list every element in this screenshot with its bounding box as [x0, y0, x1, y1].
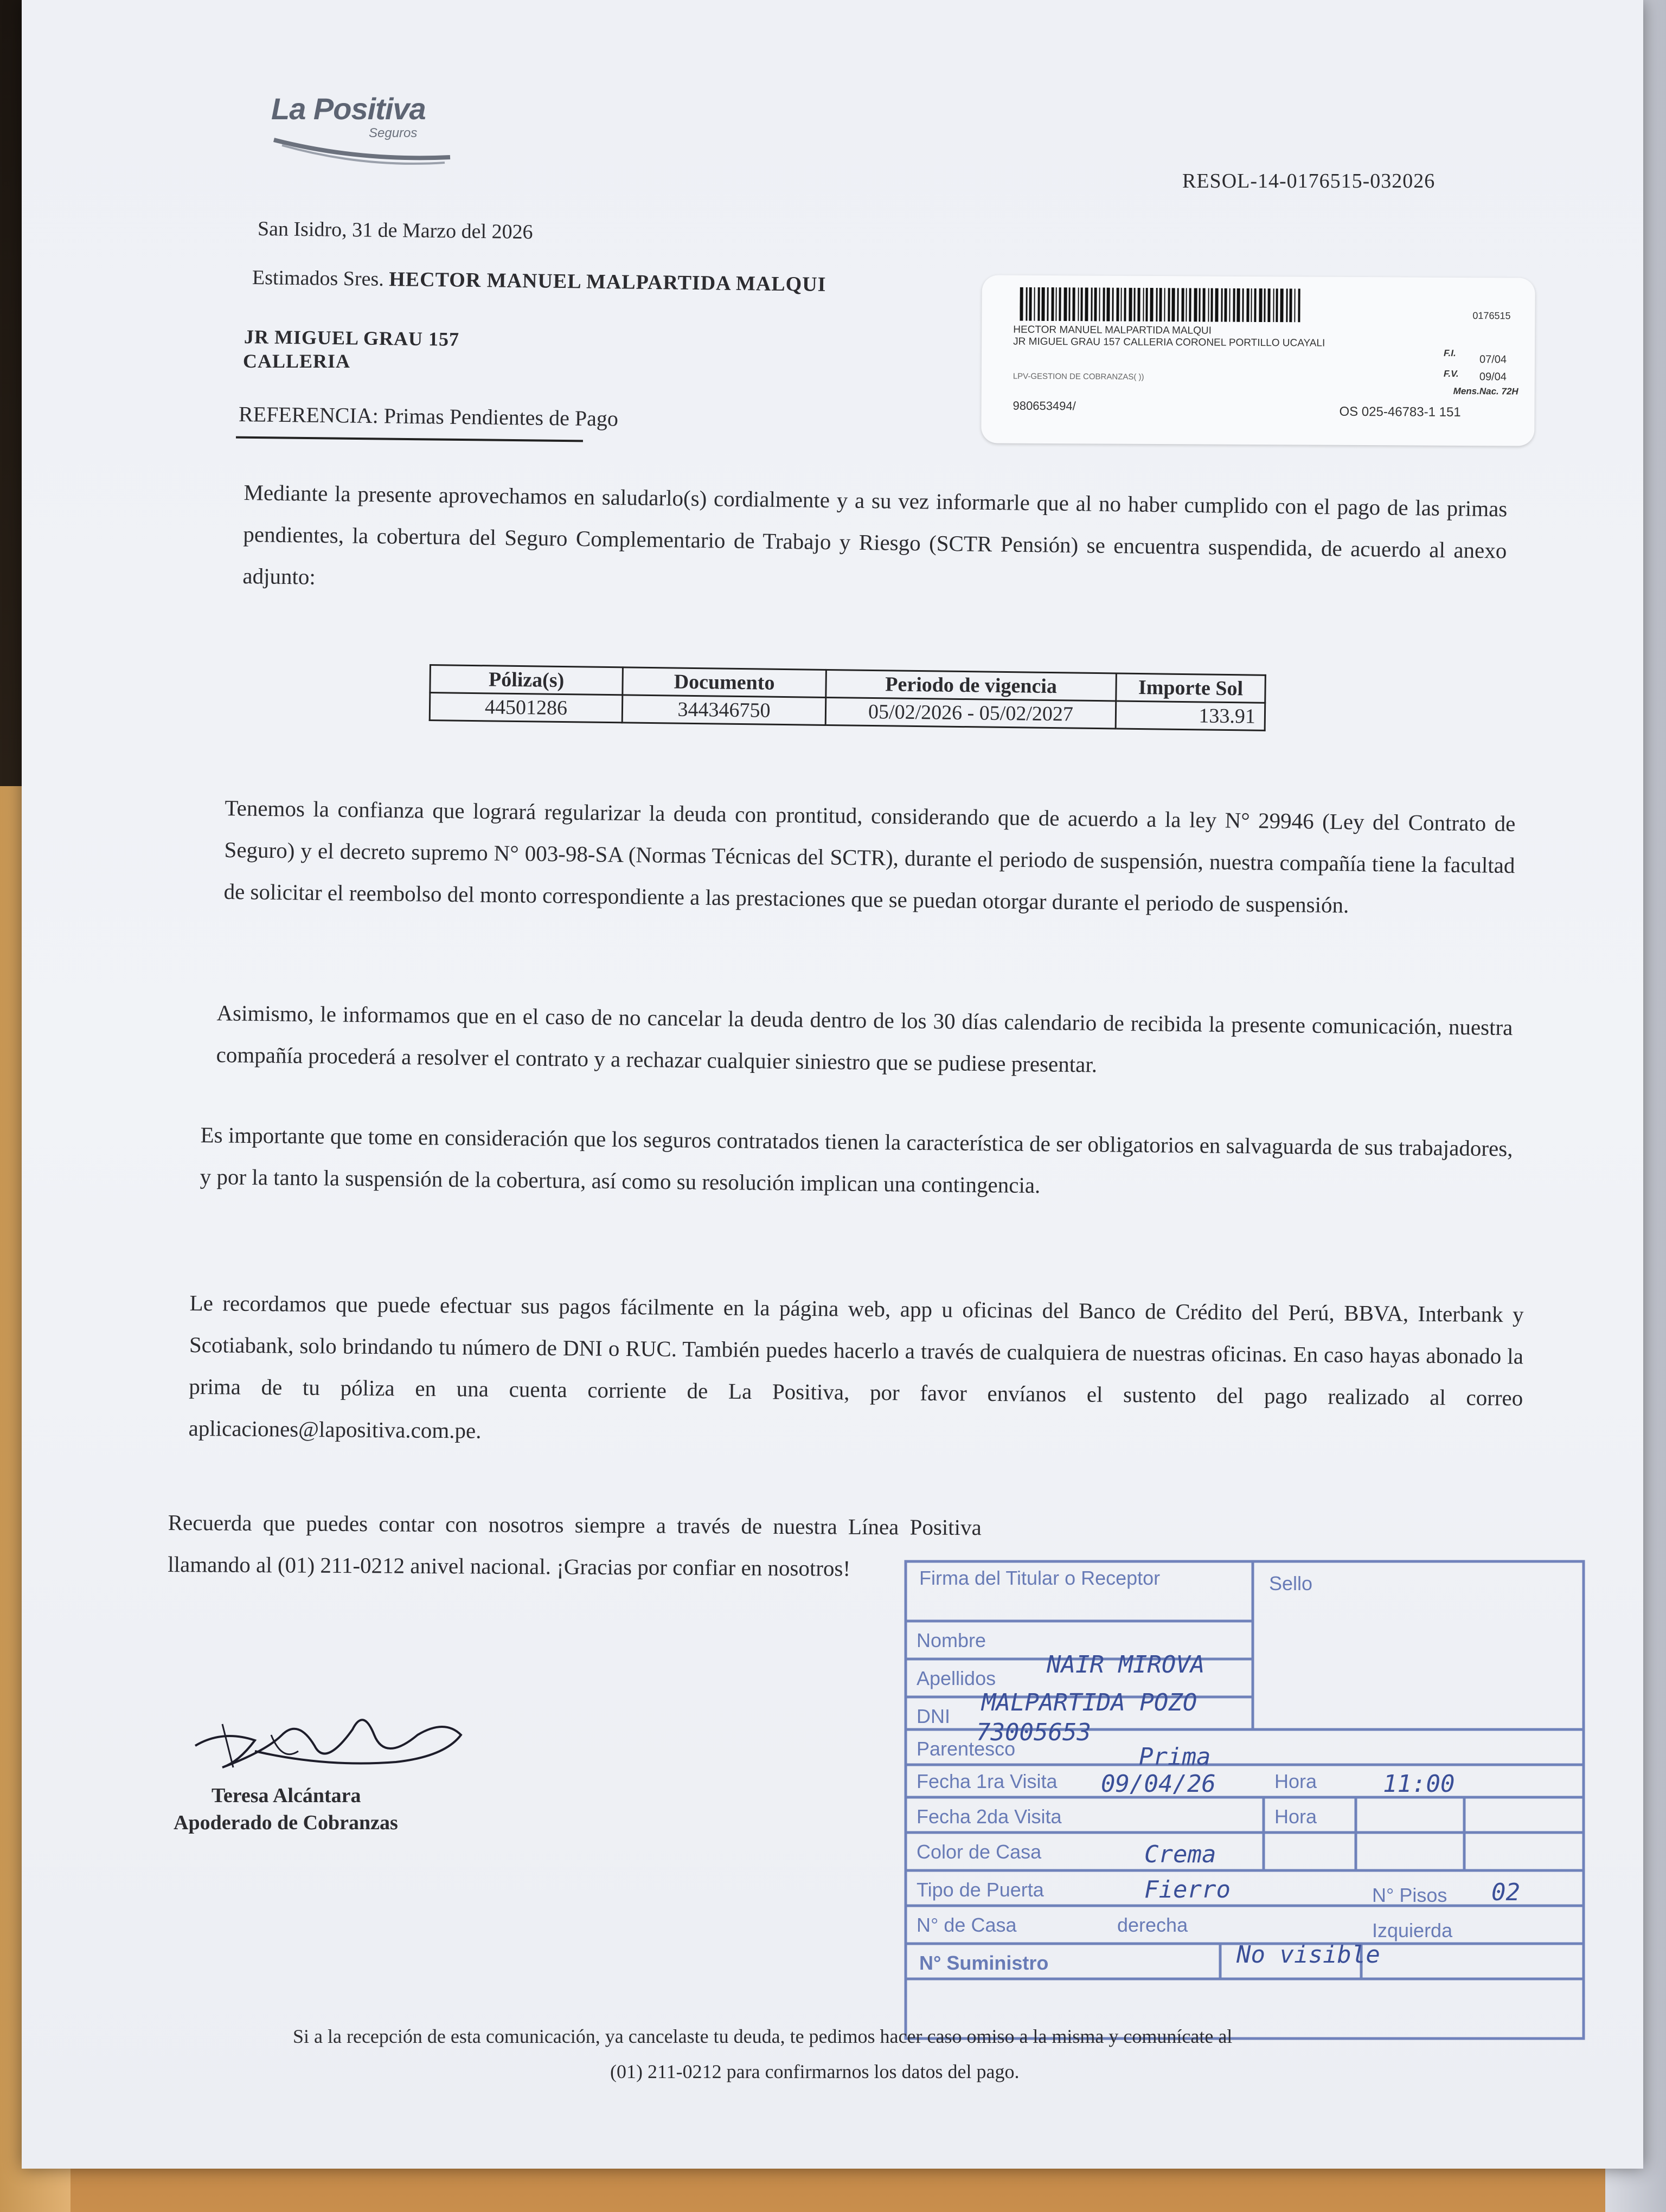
stamp-hora1-value: 11:00 — [1383, 1770, 1455, 1798]
stamp-apellidos-label: Apellidos — [917, 1667, 996, 1689]
stamp-dni-value: 73005653 — [976, 1719, 1091, 1746]
label-gestion: LPV-GESTION DE COBRANZAS( )) — [1013, 371, 1144, 382]
logo-sub: Seguros — [369, 126, 418, 140]
stamp-hora1-label: Hora — [1274, 1770, 1317, 1792]
footer-line-2: (01) 211-0212 para confirmarnos los datos del pago. — [610, 2061, 1020, 2082]
stamp-izquierda-label: Izquierda — [1372, 1919, 1453, 1941]
stamp-fecha1-label: Fecha 1ra Visita — [917, 1770, 1058, 1792]
stamp-derecha-label: derecha — [1117, 1914, 1188, 1936]
header-poliza: Póliza(s) — [430, 665, 623, 695]
stamp-parentesco-value: Prima — [1139, 1743, 1211, 1771]
signer-name: Teresa Alcántara — [212, 1784, 361, 1807]
stamp-puerta-label: Tipo de Puerta — [917, 1879, 1044, 1901]
label-address: JR MIGUEL GRAU 157 CALLERIA CORONEL PORTILLO UCAYALI — [1013, 336, 1325, 349]
address-line-2: CALLERIA — [243, 350, 351, 372]
mailing-label — [981, 275, 1535, 446]
barcode-icon — [1020, 287, 1302, 323]
signer-title: Apoderado de Cobranzas — [174, 1811, 398, 1834]
stamp-color-label: Color de Casa — [917, 1841, 1042, 1863]
stamp-sello-label: Sello — [1269, 1572, 1313, 1594]
stamp-dni-label: DNI — [917, 1705, 950, 1727]
greeting — [252, 266, 826, 297]
label-fi-value: 07/04 — [1479, 353, 1507, 366]
logo-swoosh-icon — [271, 129, 456, 167]
label-name: HECTOR MANUEL MALPARTIDA MALQUI — [1013, 324, 1212, 337]
stamp-pisos-value: 02 — [1491, 1879, 1520, 1906]
cell-poliza: 44501286 — [430, 693, 623, 723]
cell-documento: 344346750 — [622, 695, 826, 725]
paragraph-3: Asimismo, le informamos que en el caso de no cancelar la deuda dentro de los 30 días calendario de recibida la presente comunicación, nuestra compañía procederá a resolver el contrato y a rechazar cualquier siniestro que se pudiese presentar. — [216, 1000, 1513, 1077]
greeting-prefix: Estimados Sres. — [252, 266, 385, 291]
stamp-hora2-label: Hora — [1274, 1805, 1317, 1828]
header-importe: Importe Sol — [1116, 673, 1266, 703]
cell-importe: 133.91 — [1116, 701, 1265, 730]
recipient-name: HECTOR MANUEL MALPARTIDA MALQUI — [389, 268, 826, 296]
stamp-nombre-label: Nombre — [917, 1629, 986, 1651]
stamp-suministro-label: N° Suministro — [919, 1952, 1049, 1974]
logo-name: La Positiva — [271, 92, 426, 126]
stamp-fecha2-label: Fecha 2da Visita — [917, 1805, 1062, 1828]
stamp-pisos-label: N° Pisos — [1372, 1884, 1447, 1906]
stamp-puerta-value: Fierro — [1144, 1876, 1231, 1904]
address-line-1: JR MIGUEL GRAU 157 — [244, 326, 460, 350]
paragraph-2: Tenemos la confianza que logrará regularizar la deuda con prontitud, considerando que de acuerdo a la ley N° 29946 (Ley del Contrato de Seguro) y el decreto supremo N° 003-98-SA (Normas Técnicas del SCTR), durante el periodo de suspensión, nuestra compañía tiene la facultad de solicitar el reembolso del monto correspondiente a las prestaciones que se puedan otorgar durante el periodo de suspensión. — [223, 795, 1516, 918]
stamp-nombre-value: NAIR MIROVA — [1047, 1651, 1205, 1679]
label-phone: 980653494/ — [1013, 398, 1076, 413]
label-mensajeria: Mens.Nac. 72H — [1453, 385, 1518, 397]
cell-periodo: 05/02/2026 - 05/02/2027 — [825, 697, 1116, 729]
letter-date: San Isidro, 31 de Marzo del 2026 — [257, 217, 533, 244]
label-fi-key: F.I. — [1444, 348, 1456, 358]
signature-icon — [190, 1686, 472, 1795]
stamp-suministro-value: No visible — [1236, 1941, 1380, 1969]
paragraph-5: Le recordamos que puede efectuar sus pagos fácilmente en la página web, app u oficinas del Banco de Crédito del Perú, BBVA, Interbank y Scotiabank, solo brindando tu número de DNI o RUC. También puedes hacerlo a través de cualquiera de nuestras oficinas. En caso hayas abonado la prima de tu póliza en una cuenta corriente de La Positiva, por favor envíanos el sustento del pago realizado al correo aplicaciones@lapositiva.com.pe. — [188, 1290, 1524, 1443]
resolution-code: RESOL-14-0176515-032026 — [1182, 170, 1436, 192]
reference: REFERENCIA: Primas Pendientes de Pago — [238, 402, 619, 431]
stamp-grid — [895, 1551, 1594, 2055]
stamp-apellidos-value: MALPARTIDA POZO — [982, 1689, 1197, 1716]
paragraph-1: Mediante la presente aprovechamos en saludarlo(s) cordialmente y a su vez informarle que al no haber cumplido con el pago de las primas pendientes, la cobertura del Seguro Complementario de Trabajo y Riesgo (SCTR Pensión) se encuentra suspendida, de acuerdo al anexo adjunto: — [242, 479, 1508, 589]
stamp-firma-label: Firma del Titular o Receptor — [919, 1567, 1161, 1589]
header-periodo: Periodo de vigencia — [826, 670, 1117, 701]
stamp-parentesco-label: Parentesco — [917, 1738, 1016, 1760]
label-fv-key: F.V. — [1443, 368, 1459, 379]
label-code: 0176515 — [1472, 310, 1511, 321]
footer-line-1: Si a la recepción de esta comunicación, ya cancelaste tu deuda, te pedimos hacer caso omiso a la misma y comunícate al — [293, 2025, 1233, 2047]
letter-page — [22, 0, 1643, 2169]
reference-underline — [236, 436, 583, 442]
stamp-casa-label: N° de Casa — [917, 1914, 1017, 1936]
policy-table — [429, 664, 1266, 731]
stamp-color-value: Crema — [1144, 1841, 1216, 1868]
paragraph-4: Es importante que tome en consideración que los seguros contratados tienen la característica de ser obligatorios en salvaguarda de sus trabajadores, y por la tanto la suspensión de la cobertura, así como su resolución implican una contingencia. — [200, 1122, 1513, 1198]
label-fv-value: 09/04 — [1479, 371, 1507, 383]
header-documento: Documento — [623, 667, 826, 698]
paragraph-6: Recuerda que puedes contar con nosotros siempre a través de nuestra Línea Positiva llamando al (01) 211-0212 anivel nacional. ¡Gracias por confiar en nosotros! — [168, 1509, 982, 1581]
label-os: OS 025-46783-1 151 — [1339, 404, 1461, 420]
delivery-stamp — [895, 1551, 1594, 2055]
stamp-fecha1-value: 09/04/26 — [1101, 1770, 1216, 1798]
